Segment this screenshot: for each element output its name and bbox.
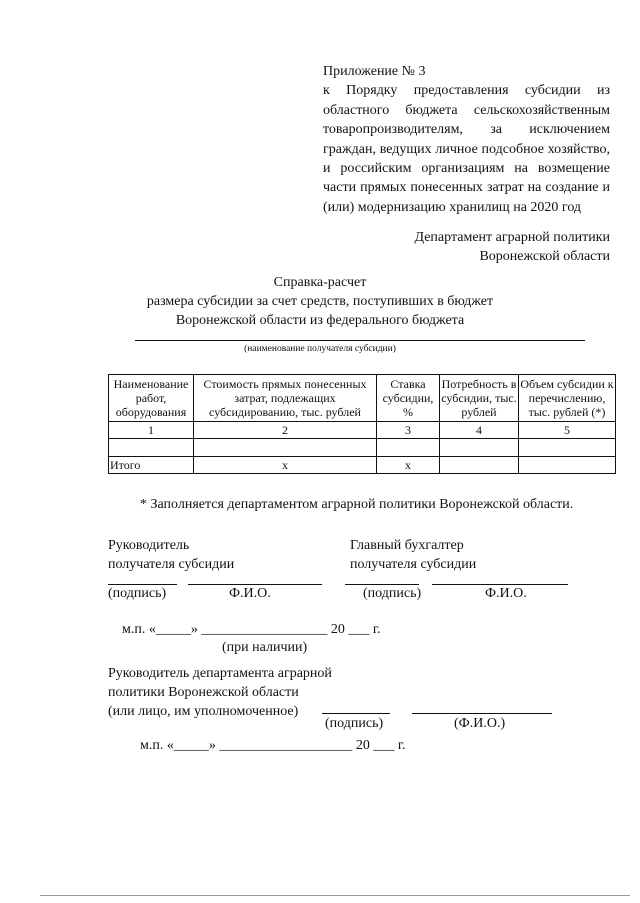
dept-name-line	[412, 713, 552, 714]
accountant-name-caption: Ф.И.О.	[485, 586, 527, 601]
table-cell: 2	[194, 422, 377, 439]
table-cell: 1	[109, 422, 194, 439]
dept-name-caption: (Ф.И.О.)	[454, 716, 506, 731]
head-label	[108, 536, 234, 574]
stamp-date-line: м.п. «_____» __________________ 20 ___ г.	[122, 622, 381, 637]
dept-head-line2: политики Воронежской области	[108, 685, 299, 700]
department-line2: Воронежской области	[479, 249, 610, 264]
head-label-line2: получателя субсидии	[108, 557, 235, 572]
dept-signature-caption: (подпись)	[325, 716, 384, 731]
dept-signature-line	[322, 713, 390, 714]
page-bottom-rule	[40, 895, 630, 896]
table-cell	[519, 439, 616, 457]
document-title	[0, 273, 640, 330]
title-line3: Воронежской области из федерального бюджета	[175, 313, 465, 328]
table-header-row	[109, 375, 616, 422]
accountant-label-line1: Главный бухгалтер	[350, 538, 464, 553]
stamp-note: (при наличии)	[222, 640, 308, 655]
recipient-caption: (наименование получателя субсидии)	[244, 344, 396, 354]
title-line2: размера субсидии за счет средств, поступивших в бюджет	[146, 294, 494, 309]
accountant-label-line2: получателя субсидии	[350, 557, 477, 572]
table-header: Ставка субсидии, %	[377, 375, 440, 422]
head-label-line1: Руководитель	[108, 538, 190, 553]
footnote: * Заполняется департаментом аграрной политики Воронежской области.	[140, 497, 574, 512]
recipient-line	[135, 340, 585, 341]
table-cell: 4	[440, 422, 519, 439]
table-row-total	[109, 457, 616, 474]
dept-head-line1: Руководитель департамента аграрной	[108, 666, 332, 681]
head-signature-caption: (подпись)	[108, 586, 167, 601]
dept-head-label	[108, 664, 332, 721]
table-cell	[440, 439, 519, 457]
table-header: Потребность в субсидии, тыс. рублей	[440, 375, 519, 422]
annex-body: к Порядку предоставления субсидии из областного бюджета сельскохозяйственным товаропроизводителям, за исключением граждан, ведущих личное подсобное хозяйство, и российским организациям на возмещение части прямых понесенных затрат на создание и (или) модернизацию хранилищ на 2020 год	[323, 83, 610, 215]
accountant-label	[350, 536, 476, 574]
stamp-date-line-2: м.п. «_____» ___________________ 20 ___ г.	[140, 738, 406, 753]
table-header: Наименование работ, оборудования	[109, 375, 194, 422]
table-row	[109, 439, 616, 457]
table-row	[109, 422, 616, 439]
subsidy-table	[108, 374, 616, 474]
department-line1: Департамент аграрной политики	[414, 230, 610, 245]
table-cell	[109, 439, 194, 457]
accountant-name-line	[432, 584, 568, 585]
table-cell: х	[194, 457, 377, 474]
table-cell: 3	[377, 422, 440, 439]
department-block	[350, 228, 610, 266]
annex-header	[323, 62, 610, 217]
annex-title: Приложение № 3	[323, 64, 426, 79]
table-cell	[377, 439, 440, 457]
table-cell	[519, 457, 616, 474]
table-cell	[440, 457, 519, 474]
table-cell	[194, 439, 377, 457]
title-line1: Справка-расчет	[273, 275, 367, 290]
accountant-signature-caption: (подпись)	[363, 586, 422, 601]
head-signature-line	[108, 584, 177, 585]
table-cell: 5	[519, 422, 616, 439]
head-name-caption: Ф.И.О.	[229, 586, 271, 601]
table-cell: х	[377, 457, 440, 474]
head-name-line	[188, 584, 322, 585]
table-header: Объем субсидии к перечислению, тыс. рублей (*)	[519, 375, 616, 422]
table-cell: Итого	[109, 457, 194, 474]
dept-head-line3: (или лицо, им уполномоченное)	[108, 704, 299, 719]
accountant-signature-line	[345, 584, 419, 585]
table-header: Стоимость прямых понесенных затрат, подлежащих субсидированию, тыс. рублей	[194, 375, 377, 422]
